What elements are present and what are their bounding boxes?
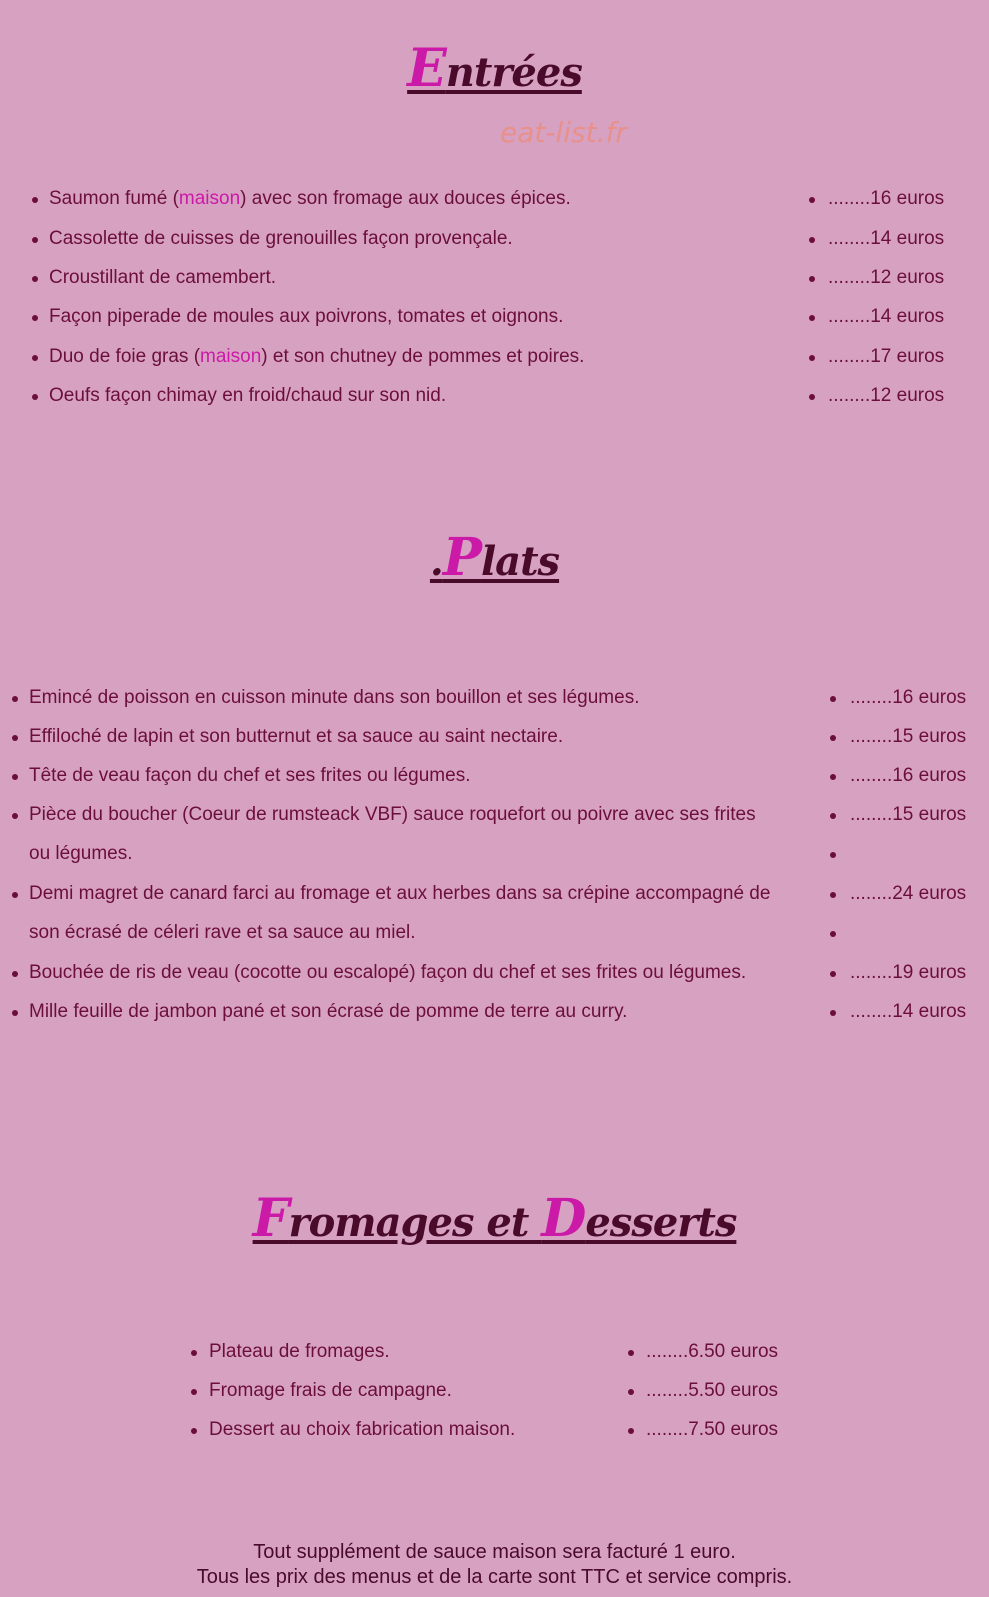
bullet [12,735,18,741]
section-title-fromages-desserts [0,1188,989,1249]
title-capital: F [252,1188,289,1249]
item-price: ........5.50 euros [646,1380,779,1401]
bullet [191,1350,197,1356]
bullet [809,276,815,282]
bullet [830,774,836,780]
bullet [32,394,38,400]
bullet [32,276,38,282]
item-price: ........14 euros [850,1001,967,1022]
item-name: Façon piperade de moules aux poivrons, tomates et oignons. [49,306,564,327]
footer-note [0,1540,989,1590]
bullet [32,197,38,203]
title-capital: E [407,38,446,99]
item-price: ........19 euros [850,962,967,983]
item-highlight: maison [178,188,241,209]
item-price: ........16 euros [828,188,945,209]
item-name-line2: ou légumes. [29,843,133,864]
item-price: ........6.50 euros [646,1341,779,1362]
title-capital: D [541,1188,586,1249]
item-name: Croustillant de camembert. [49,267,277,288]
bullet [191,1389,197,1395]
item-price: ........15 euros [850,726,967,747]
item-name: Oeufs façon chimay en froid/chaud sur son nid. [49,385,447,406]
item-price: ........15 euros [850,804,967,825]
item-name: Demi magret de canard farci au fromage et aux herbes dans sa crépine accompagné de [29,883,771,904]
item-price: ........16 euros [850,687,967,708]
bullet [830,735,836,741]
bullet [809,394,815,400]
bullet [809,237,815,243]
bullet [809,355,815,361]
item-name: Cassolette de cuisses de grenouilles façon provençale. [49,228,513,249]
item-name: Dessert au choix fabrication maison. [209,1419,516,1440]
bullet [809,315,815,321]
bullet [32,315,38,321]
item-price: ........17 euros [828,346,945,367]
title-rest: lats [480,538,560,585]
bullet [830,1010,836,1016]
item-name: Fromage frais de campagne. [209,1380,452,1401]
bullet [830,931,836,937]
item-price: ........24 euros [850,883,967,904]
item-name: Bouchée de ris de veau (cocotte ou escalopé) façon du chef et ses frites ou légumes. [29,962,747,983]
bullet [809,197,815,203]
item-price: ........12 euros [828,385,945,406]
item-price: ........14 euros [828,228,945,249]
bullet [830,852,836,858]
item-name: Plateau de fromages. [209,1341,390,1362]
bullet [12,971,18,977]
bullet [830,892,836,898]
bullet [830,696,836,702]
title-rest: esserts [585,1199,737,1246]
section-title-plats [0,527,989,588]
bullet [830,971,836,977]
bullet [628,1389,634,1395]
title-rest: romages et [288,1199,542,1246]
bullet [628,1428,634,1434]
watermark: eat-list.fr [500,116,627,149]
item-name-line2: son écrasé de céleri rave et sa sauce au miel. [29,922,416,943]
footer-line-prices: Tous les prix des menus et de la carte sont TTC et service compris. [196,1566,793,1588]
item-price: ........7.50 euros [646,1419,779,1440]
item-name: Saumon fumé (maison) avec son fromage aux douces épices. [49,188,571,209]
bullet [830,813,836,819]
bullet [628,1350,634,1356]
section-title-entrees [0,38,989,99]
item-price: ........14 euros [828,306,945,327]
title-prefix: . [429,538,443,585]
bullet [191,1428,197,1434]
bullet [32,355,38,361]
item-name: Pièce du boucher (Coeur de rumsteack VBF) sauce roquefort ou poivre avec ses frites [29,804,756,825]
footer-line-sauce: Tout supplément de sauce maison sera facturé 1 euro. [253,1541,736,1563]
item-name: Tête de veau façon du chef et ses frites ou légumes. [29,765,471,786]
item-highlight: maison [200,346,262,367]
bullet [12,892,18,898]
bullet [12,696,18,702]
title-rest: ntrées [445,49,582,96]
item-price: ........16 euros [850,765,967,786]
bullet [12,774,18,780]
item-name: Duo de foie gras (maison) et son chutney de pommes et poires. [49,346,585,367]
bullet [12,813,18,819]
item-name: Mille feuille de jambon pané et son écrasé de pomme de terre au curry. [29,1001,628,1022]
item-name: Effiloché de lapin et son butternut et sa sauce au saint nectaire. [29,726,564,747]
bullet [12,1010,18,1016]
item-name: Emincé de poisson en cuisson minute dans son bouillon et ses légumes. [29,687,640,708]
title-capital: P [442,527,481,588]
bullet [32,237,38,243]
item-price: ........12 euros [828,267,945,288]
